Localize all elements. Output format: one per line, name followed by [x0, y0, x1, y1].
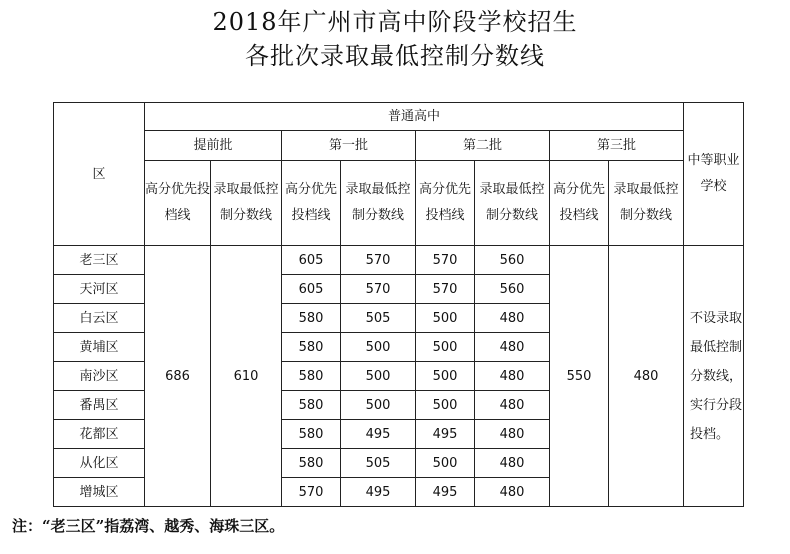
second-min-control-cell: 480: [475, 420, 550, 449]
batch-early-header: 提前批: [145, 131, 282, 161]
early-high-priority-value: 686: [145, 246, 211, 507]
footnote: 注：“老三区”指荔湾、越秀、海珠三区。: [12, 517, 285, 535]
score-table: [53, 102, 744, 507]
batch-second-header: 第二批: [416, 131, 550, 161]
district-cell: 南沙区: [54, 362, 145, 391]
second-min-control-cell: 480: [475, 362, 550, 391]
second-high-priority-cell: 500: [416, 449, 475, 478]
first-high-priority-cell: 580: [282, 362, 341, 391]
first-min-control-cell: 495: [341, 420, 416, 449]
vocational-note: 不设录取最低控制分数线，实行分段投档。: [684, 246, 744, 507]
first-min-control-cell: 500: [341, 391, 416, 420]
first-high-priority-cell: 580: [282, 420, 341, 449]
first-min-control-cell: 495: [341, 478, 416, 507]
district-cell: 番禺区: [54, 391, 145, 420]
third-high-priority-header: 高分优先投档线: [550, 161, 609, 246]
first-min-control-cell: 505: [341, 449, 416, 478]
first-min-control-cell: 570: [341, 246, 416, 275]
district-cell: 增城区: [54, 478, 145, 507]
first-high-priority-cell: 580: [282, 391, 341, 420]
second-high-priority-cell: 500: [416, 362, 475, 391]
early-min-control-value: 610: [211, 246, 282, 507]
first-min-control-header: 录取最低控制分数线: [341, 161, 416, 246]
table-row: [54, 246, 744, 275]
district-header: 区: [54, 103, 145, 246]
first-min-control-cell: 505: [341, 304, 416, 333]
second-min-control-header: 录取最低控制分数线: [475, 161, 550, 246]
second-min-control-cell: 480: [475, 333, 550, 362]
batch-first-header: 第一批: [282, 131, 416, 161]
second-min-control-cell: 560: [475, 275, 550, 304]
third-min-control-header: 录取最低控制分数线: [609, 161, 684, 246]
first-high-priority-cell: 580: [282, 449, 341, 478]
second-high-priority-cell: 500: [416, 333, 475, 362]
second-min-control-cell: 480: [475, 478, 550, 507]
district-cell: 白云区: [54, 304, 145, 333]
district-cell: 花都区: [54, 420, 145, 449]
second-high-priority-cell: 500: [416, 391, 475, 420]
district-cell: 老三区: [54, 246, 145, 275]
third-min-control-value: 480: [609, 246, 684, 507]
second-high-priority-header: 高分优先投档线: [416, 161, 475, 246]
third-high-priority-value: 550: [550, 246, 609, 507]
second-min-control-cell: 480: [475, 391, 550, 420]
first-min-control-cell: 500: [341, 362, 416, 391]
first-high-priority-cell: 580: [282, 304, 341, 333]
district-cell: 黄埔区: [54, 333, 145, 362]
document-title-line1: 2018年广州市高中阶段学校招生: [212, 8, 578, 36]
batch-third-header: 第三批: [550, 131, 684, 161]
first-min-control-cell: 570: [341, 275, 416, 304]
first-high-priority-cell: 570: [282, 478, 341, 507]
early-high-priority-header: 高分优先投档线: [145, 161, 211, 246]
second-high-priority-cell: 500: [416, 304, 475, 333]
document-title-line2: 各批次录取最低控制分数线: [245, 42, 545, 70]
first-high-priority-cell: 580: [282, 333, 341, 362]
second-min-control-cell: 560: [475, 246, 550, 275]
early-min-control-header: 录取最低控制分数线: [211, 161, 282, 246]
first-min-control-cell: 500: [341, 333, 416, 362]
first-high-priority-cell: 605: [282, 275, 341, 304]
first-high-priority-header: 高分优先投档线: [282, 161, 341, 246]
first-high-priority-cell: 605: [282, 246, 341, 275]
second-high-priority-cell: 570: [416, 275, 475, 304]
district-cell: 从化区: [54, 449, 145, 478]
general-high-school-header: 普通高中: [145, 103, 684, 131]
vocational-school-header: 中等职业学校: [684, 103, 744, 246]
second-min-control-cell: 480: [475, 449, 550, 478]
second-high-priority-cell: 495: [416, 420, 475, 449]
second-high-priority-cell: 570: [416, 246, 475, 275]
district-cell: 天河区: [54, 275, 145, 304]
second-high-priority-cell: 495: [416, 478, 475, 507]
second-min-control-cell: 480: [475, 304, 550, 333]
